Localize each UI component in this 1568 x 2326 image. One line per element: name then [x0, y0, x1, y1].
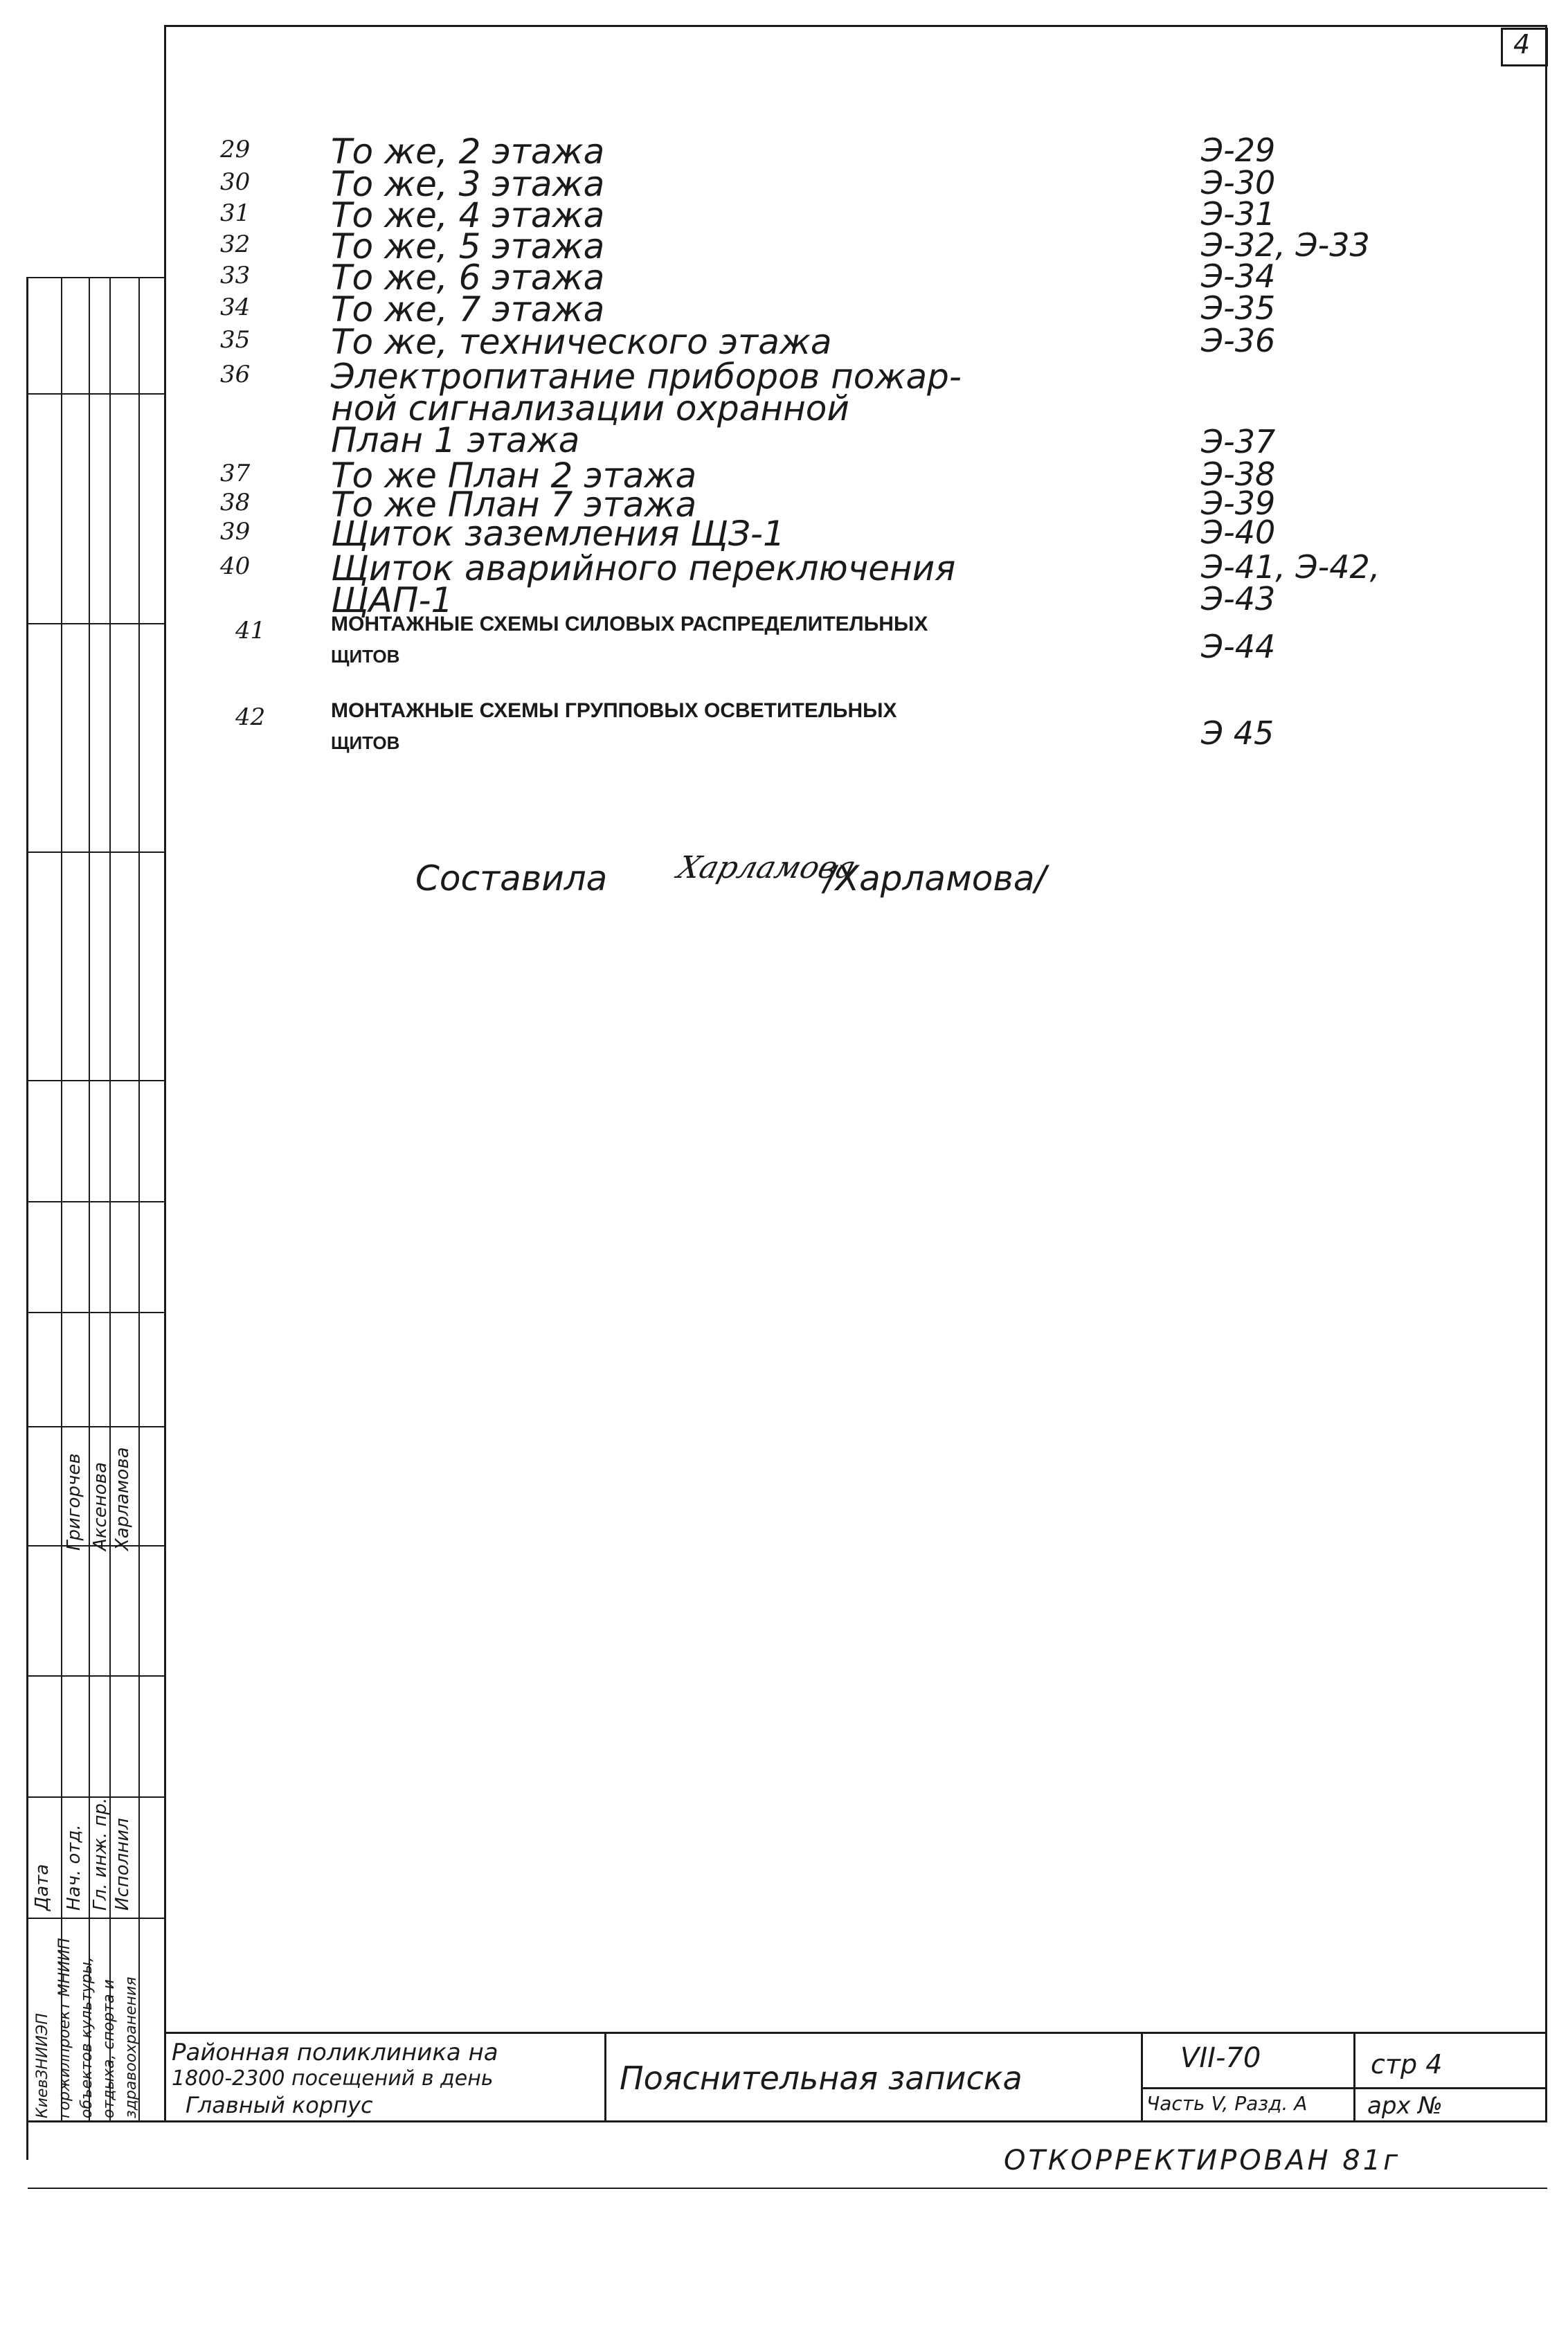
entry-description-line: ЩИТОВ [331, 646, 400, 667]
entry-number: 31 [220, 199, 251, 227]
compiled-signature: Харламова [674, 850, 860, 885]
entry-description-line: То же, 6 этажа [331, 258, 605, 298]
entry-description-line: Щиток заземления ЩЗ-1 [331, 514, 785, 554]
title-block-div-1 [604, 2032, 606, 2122]
entry-description-line: Щиток аварийного переключения [331, 548, 956, 588]
side-col-1 [61, 277, 62, 2120]
entry-sheet-code: Э-36 [1201, 322, 1276, 359]
entry-sheet-code: Э-34 [1201, 258, 1276, 295]
frame-top [165, 25, 1547, 27]
side-row-12 [28, 1918, 165, 1919]
side-row-10 [28, 1675, 165, 1677]
entry-description-line: То же План 2 этажа [331, 456, 697, 496]
side-row-7 [28, 1312, 165, 1313]
compiled-name: /Харламова/ [824, 858, 1047, 899]
entry-description-line: То же, 2 этажа [331, 132, 605, 172]
side-col-4 [138, 277, 140, 2120]
entry-number: 34 [220, 294, 251, 321]
entry-number: 41 [235, 617, 266, 644]
project-line-3: Главный корпус [186, 2092, 373, 2118]
entry-description-line: То же, технического этажа [331, 322, 832, 362]
side-row-3 [28, 623, 165, 624]
entry-sheet-code: Э-35 [1201, 289, 1276, 327]
side-row-5 [28, 1080, 165, 1081]
doc-code: VII-70 [1180, 2042, 1261, 2074]
side-role-1: Нач. отд. [64, 1824, 84, 1911]
entry-number: 33 [220, 262, 251, 289]
entry-description-line: То же План 7 этажа [331, 485, 697, 525]
sheet-number: 4 [1513, 29, 1531, 60]
entry-number: 40 [220, 552, 251, 580]
entry-number: 39 [220, 518, 251, 546]
project-line-1: Районная поликлиника на [172, 2039, 498, 2066]
side-row-4 [28, 851, 165, 853]
entry-number: 37 [220, 460, 251, 487]
side-row-6 [28, 1201, 165, 1202]
frame-right [1545, 25, 1547, 2122]
entry-description-line: ной сигнализации охранной [331, 388, 849, 429]
entry-description-line: То же, 3 этажа [331, 164, 605, 204]
entry-number: 35 [220, 326, 251, 354]
entry-sheet-code: Э-41, Э-42, [1201, 548, 1380, 586]
entry-description-line: ЩАП-1 [331, 580, 453, 620]
entry-description-line: План 1 этажа [331, 420, 580, 460]
title-block-mid [1141, 2087, 1547, 2089]
entry-sheet-code: Э-37 [1201, 423, 1276, 460]
doc-page: стр 4 [1371, 2049, 1443, 2080]
entry-sheet-code: Э-44 [1201, 628, 1276, 665]
entry-sheet-code-continued: Э-43 [1201, 580, 1276, 617]
correction-note: ОТКОРРЕКТИРОВАН 81г [1004, 2145, 1401, 2176]
entry-number: 42 [235, 703, 266, 731]
entry-sheet-code: Э-38 [1201, 456, 1276, 493]
entry-sheet-code: Э-30 [1201, 164, 1276, 201]
side-date-label: Дата [32, 1864, 53, 1911]
title-block-div-3 [1353, 2032, 1355, 2122]
entry-description-line: То же, 4 этажа [331, 195, 605, 235]
entry-sheet-code: Э-40 [1201, 514, 1276, 551]
entry-description-line: То же, 7 этажа [331, 289, 605, 330]
entry-description-line: МОНТАЖНЫЕ СХЕМЫ ГРУППОВЫХ ОСВЕТИТЕЛЬНЫХ [331, 699, 897, 722]
side-name-2: Аксенова [90, 1462, 111, 1551]
frame-bottom-inner [28, 2120, 1547, 2122]
doc-part: Часть V, Разд. А [1146, 2092, 1308, 2115]
title-block-top [165, 2032, 1547, 2034]
entry-sheet-code: Э-29 [1201, 132, 1276, 169]
project-line-2: 1800-2300 посещений в день [172, 2066, 494, 2091]
side-role-2: Гл. инж. пр. [90, 1797, 111, 1911]
title-block-div-2 [1141, 2032, 1143, 2122]
entry-description-line: То же, 5 этажа [331, 226, 605, 267]
entry-number: 38 [220, 489, 251, 516]
frame-left-outer [26, 277, 28, 2160]
doc-archive: арх № [1367, 2092, 1443, 2120]
entry-sheet-code: Э-39 [1201, 485, 1276, 522]
side-org: КиевЗНИИЭП горжилпроект МНИИП объектов культуры, отдыха, спорта и здравоохранения [34, 1938, 140, 2118]
entry-number: 30 [220, 168, 251, 196]
entry-description-line: Электропитание приборов пожар- [331, 357, 962, 397]
side-row-2 [28, 393, 165, 395]
side-name-1: Григорчев [64, 1453, 84, 1551]
entry-description-line: ЩИТОВ [331, 732, 400, 753]
side-role-3: Исполнил [112, 1818, 133, 1911]
entry-number: 36 [220, 361, 251, 388]
frame-bottom-outer [28, 2188, 1547, 2189]
doc-title: Пояснительная записка [620, 2059, 1022, 2097]
side-row-8 [28, 1426, 165, 1427]
frame-left-inner [164, 25, 166, 2122]
entry-sheet-code: Э-31 [1201, 195, 1276, 233]
side-row-1 [28, 277, 165, 278]
entry-description-line: МОНТАЖНЫЕ СХЕМЫ СИЛОВЫХ РАСПРЕДЕЛИТЕЛЬНЫХ [331, 613, 928, 635]
entry-number: 32 [220, 231, 251, 258]
side-name-3: Харламова [112, 1447, 133, 1551]
entry-sheet-code: Э 45 [1201, 714, 1274, 752]
entry-sheet-code: Э-32, Э-33 [1201, 226, 1370, 264]
entry-number: 29 [220, 136, 251, 163]
compiled-label: Составила [415, 858, 608, 899]
